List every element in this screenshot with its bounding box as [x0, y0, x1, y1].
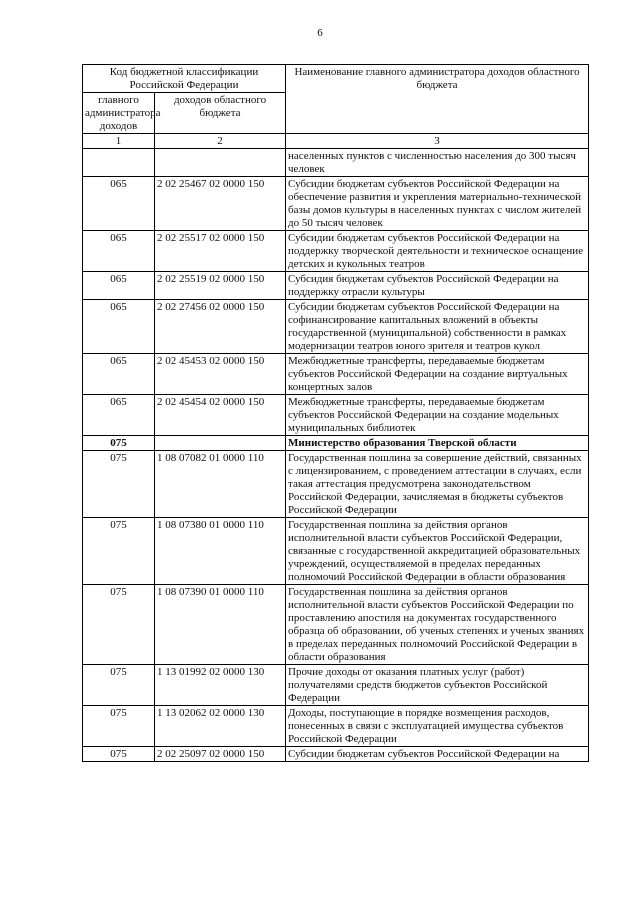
income-name-cell: Субсидии бюджетам субъектов Российской Федерации на обеспечение развития и укрепления материально-технической базы домов культуры в населенных пунктах с числом жителей до 50 тысяч человек — [286, 177, 589, 231]
income-name-cell: Субсидия бюджетам субъектов Российской Федерации на поддержку отрасли культуры — [286, 272, 589, 300]
admin-code-cell: 065 — [83, 272, 155, 300]
admin-code-cell: 075 — [83, 585, 155, 665]
header-number-1: 1 — [83, 134, 155, 149]
income-name-cell: Государственная пошлина за совершение действий, связанных с лицензированием, с проведением аттестации в случаях, если такая аттестация предусмотрена законодательством Российской Федерации, зачисляемая в бюджеты субъектов Российской Федерации — [286, 451, 589, 518]
income-code-cell: 1 13 02062 02 0000 130 — [155, 706, 286, 747]
admin-code-cell: 065 — [83, 395, 155, 436]
income-code-cell: 2 02 45454 02 0000 150 — [155, 395, 286, 436]
table-row — [83, 706, 589, 747]
income-name-cell: Прочие доходы от оказания платных услуг (работ) получателями средств бюджетов субъектов Российской Федерации — [286, 665, 589, 706]
income-code-cell: 2 02 25519 02 0000 150 — [155, 272, 286, 300]
income-code-cell: 1 08 07390 01 0000 110 — [155, 585, 286, 665]
income-name-cell: Субсидии бюджетам субъектов Российской Федерации на поддержку творческой деятельности и техническое оснащение детских и кукольных театров — [286, 231, 589, 272]
table-row — [83, 231, 589, 272]
admin-code-cell: 065 — [83, 177, 155, 231]
income-code-cell: 2 02 45453 02 0000 150 — [155, 354, 286, 395]
income-name-cell: Субсидии бюджетам субъектов Российской Федерации на софинансирование капитальных вложений в объекты государственной (муниципальной) собственности в рамках модернизации театров юного зрителя и театров кукол — [286, 300, 589, 354]
income-name-cell: Доходы, поступающие в порядке возмещения расходов, понесенных в связи с эксплуатацией имущества субъектов Российской Федерации — [286, 706, 589, 747]
table-row — [83, 354, 589, 395]
table-row — [83, 451, 589, 518]
admin-code-cell: 075 — [83, 747, 155, 762]
table-row — [83, 436, 589, 451]
budget-classification-table — [82, 64, 589, 762]
table-row — [83, 585, 589, 665]
table-body — [83, 149, 589, 762]
income-code-cell — [155, 149, 286, 177]
income-name-cell: Государственная пошлина за действия органов исполнительной власти субъектов Российской Федерации, связанные с государственной аккредитацией образовательных учреждений, осуществляемой в пределах переданных полномочий Российской Федерации в области образования — [286, 518, 589, 585]
header-number-3: 3 — [286, 134, 589, 149]
header-income-column: доходов областного бюджета — [155, 93, 286, 134]
header-admin-column: главного администратора доходов — [83, 93, 155, 134]
table-row — [83, 300, 589, 354]
admin-code-cell: 075 — [83, 665, 155, 706]
page-number: 6 — [317, 27, 323, 39]
income-name-cell: Государственная пошлина за действия органов исполнительной власти субъектов Российской Федерации по проставлению апостиля на документах государственного образца об образовании, об ученых степенях и ученых званиях в пределах переданных полномочий Российской Федерации в области образования — [286, 585, 589, 665]
table-row — [83, 395, 589, 436]
table-row — [83, 747, 589, 762]
header-number-2: 2 — [155, 134, 286, 149]
admin-code-cell: 065 — [83, 231, 155, 272]
table-row — [83, 177, 589, 231]
income-code-cell — [155, 436, 286, 451]
admin-code-cell — [83, 149, 155, 177]
income-code-cell: 2 02 25467 02 0000 150 — [155, 177, 286, 231]
header-name-column: Наименование главного администратора доходов областного бюджета — [286, 65, 589, 134]
header-group-title: Код бюджетной классификации Российской Федерации — [83, 65, 286, 93]
income-name-cell: Межбюджетные трансферты, передаваемые бюджетам субъектов Российской Федерации на создание виртуальных концертных залов — [286, 354, 589, 395]
income-name-cell: Межбюджетные трансферты, передаваемые бюджетам субъектов Российской Федерации на создание модельных муниципальных библиотек — [286, 395, 589, 436]
income-code-cell: 2 02 27456 02 0000 150 — [155, 300, 286, 354]
table-row — [83, 272, 589, 300]
income-code-cell: 2 02 25517 02 0000 150 — [155, 231, 286, 272]
income-name-cell: населенных пунктов с численностью населения до 300 тысяч человек — [286, 149, 589, 177]
table-row — [83, 665, 589, 706]
income-code-cell: 1 13 01992 02 0000 130 — [155, 665, 286, 706]
income-code-cell: 1 08 07380 01 0000 110 — [155, 518, 286, 585]
income-name-cell: Субсидии бюджетам субъектов Российской Федерации на — [286, 747, 589, 762]
admin-code-cell: 075 — [83, 436, 155, 451]
income-code-cell: 2 02 25097 02 0000 150 — [155, 747, 286, 762]
income-name-cell: Министерство образования Тверской области — [286, 436, 589, 451]
table-header — [83, 65, 589, 149]
admin-code-cell: 075 — [83, 706, 155, 747]
table-row — [83, 518, 589, 585]
admin-code-cell: 065 — [83, 354, 155, 395]
admin-code-cell: 075 — [83, 451, 155, 518]
admin-code-cell: 075 — [83, 518, 155, 585]
table-row — [83, 149, 589, 177]
admin-code-cell: 065 — [83, 300, 155, 354]
income-code-cell: 1 08 07082 01 0000 110 — [155, 451, 286, 518]
